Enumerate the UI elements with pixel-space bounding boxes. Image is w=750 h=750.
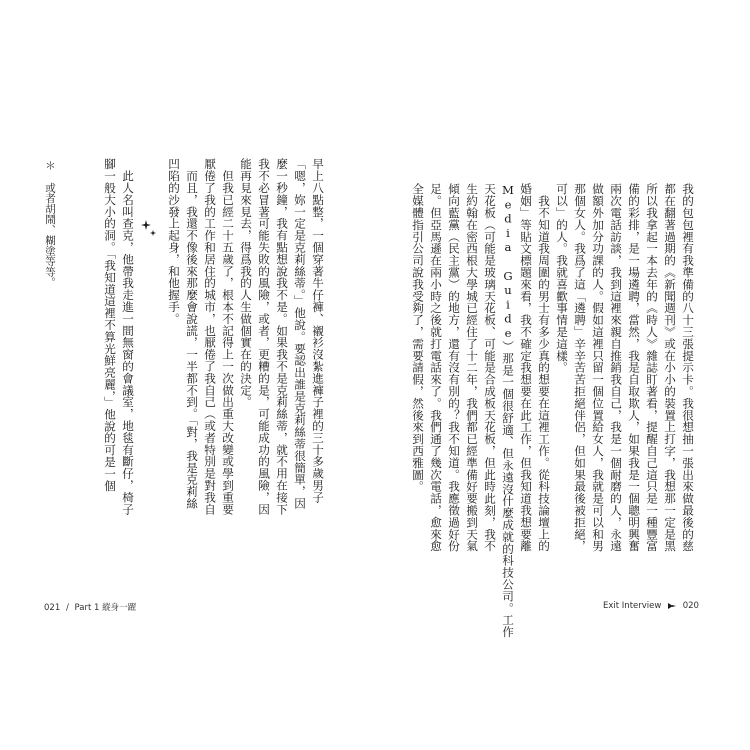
section-title: Exit Interview — [603, 601, 662, 611]
text-column: 所以我拿起一本去年的《時人》雜誌盯著看，提醒自己這只是一種豐富 — [645, 183, 659, 552]
text-column: 我不知道我周圍的男士有多少真的想要在這裡工作。從科技論壇上的 — [537, 183, 551, 552]
text-column: 可以」的人。我就喜歡事情是這樣。 — [555, 183, 569, 374]
text-column: 我的包包裡有我準備的八十三張提示卡。我很想抽一張出來做最後的慈 — [681, 183, 695, 552]
text-column: 腳一般大小的洞。「我知道這裡不算光鮮亮麗，」他說的可是一個 — [103, 158, 117, 492]
text-column: 天花板（可能是玻璃天花板、可能是合成板天花板，但此時此刻，我不 — [483, 183, 497, 552]
separator: / — [65, 603, 69, 613]
text-column: 傾向藍黨（民主黨）的地方，還有沒有別的？我不知道。我應徵過好份 — [447, 183, 461, 552]
text-column: 足。但亞馬遜在兩小時之後就打電話來了。我們通了幾次電話，愈來愈 — [429, 183, 443, 552]
text-column: 婚姻」等貼文標題來看，我不確定我想要在此工作，但我知道我想要離 — [519, 183, 533, 552]
text-column: 生約翰在密西根大學城已經住了十二年，我們都已經準備好要搬到天氣 — [465, 183, 479, 552]
right-page-footer — [603, 601, 699, 611]
text-column: 但我已經二十五歲了，根本不記得上一次做出重大改變或學到重要 — [221, 158, 235, 515]
text-column: 此人名叫查克，他帶我走進一間無窗的會議室，地毯有斷仔，椅子 — [121, 158, 135, 515]
text-column: 兩次電話訪談，我到這裡來親自推銷我自己，我是一個耐磨的人，永遠 — [609, 183, 623, 552]
text-column: 厭倦了我的工作和居住的城市，也厭倦了我自己（或者特別是對我自 — [203, 158, 217, 515]
text-column: 備的彩排，是一場遴聘，當然，我是自取欺人，如果我是一個聰明興奮 — [627, 183, 641, 552]
text-column: 能再見來見去，得爲我的人生做個實在的決定。 — [239, 158, 253, 408]
text-column: 都在翻著過期的《新聞週刊》或在小小的裝置上打字，我想那一定是黑 — [663, 183, 677, 552]
text-column: 而且，我還不像後來那麼會說謊，一半都不到。「對，我是克莉絲 — [185, 158, 199, 510]
footnote: ＊ 或者胡鬧、糊塗等等。 — [44, 160, 56, 288]
text-column: 做額外加分功課的人。假如這裡只留一個位置給女人，我就是可以和男 — [591, 183, 605, 552]
page-number: 021 — [44, 603, 61, 613]
text-column: 我不必冒著可能失敗的風險，或者，更糟的是，可能成功的風險，因 — [257, 158, 271, 515]
arrow-icon — [667, 602, 677, 610]
text-column: 凹陷的沙發上起身，和他握手。 — [167, 158, 181, 325]
text-column: 那個女人。我爲了這「遴聘」辛辛苦苦拒絕伴侶，但如果最後被拒絕， — [573, 183, 587, 552]
part-title: 縱身一躍 — [102, 603, 137, 613]
left-page-footer — [44, 601, 136, 613]
sparkle-icon — [141, 218, 157, 240]
text-column: 麼一秒鐘，我有點想說我不是。如果我不是克莉絲蒂，就不用在接下 — [275, 158, 289, 515]
page-number: 020 — [682, 601, 699, 611]
part-label: Part 1 — [74, 603, 100, 613]
text-column: 「嗯，妳一定是克莉絲蒂。」他說。要認出誰是克莉絲蒂很簡單，因 — [293, 158, 307, 510]
text-column: 早上八點整，一個穿著牛仔褲、襯衫沒紮進褲子裡的三十多歲男子 — [311, 158, 325, 504]
text-column: Media Guide）那是一個很舒適、但永遠沒什麼成就的科技公司。工作 — [501, 183, 515, 638]
text-column: 全媒體指引公司說我受夠了，需要請假，然後來到西雅圖。 — [411, 183, 425, 493]
